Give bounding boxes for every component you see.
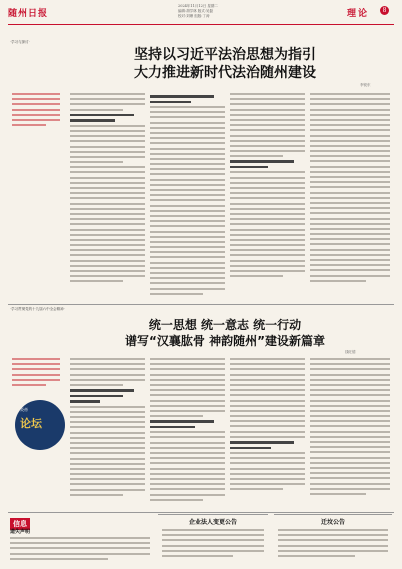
grave-relocation-title: 迁坟公告	[320, 519, 345, 526]
info-block	[10, 528, 150, 564]
article1-headline-line2: 大力推进新时代法治随州建设	[134, 65, 316, 81]
article2-byline: 钱旺德	[345, 350, 356, 354]
article2-headline-line2: 谱写“汉襄肱骨 神韵随州”建设新篇章	[125, 334, 325, 348]
header-meta	[178, 4, 268, 19]
grave-relocation-notice	[274, 514, 392, 565]
lost-notice-title: 遗失声明	[10, 529, 31, 535]
column-label-middle: ·学习贯彻党的十九届六中全会精神·	[10, 307, 65, 311]
article2-headline-line1: 统一思想 统一意志 统一行动	[148, 318, 302, 332]
header-date: 2024年11月12日 星期二	[178, 4, 218, 8]
section-name: 理论	[347, 9, 370, 19]
newspaper-logo: 随州日报	[8, 9, 49, 19]
column-label-top: ·学习与探讨·	[10, 40, 30, 44]
info-label: 信息	[10, 518, 30, 530]
article2-col2	[150, 358, 225, 510]
forum-badge-small-text: 炎帝	[20, 407, 28, 412]
article2-editor-note	[12, 358, 60, 394]
masthead	[0, 0, 402, 24]
article1-headline-line1: 坚持以习近平法治思想为指引	[134, 47, 316, 63]
page-number: 8	[380, 6, 389, 15]
article2-col1	[70, 358, 145, 510]
article1-col3	[230, 93, 305, 303]
bottom-divider	[8, 512, 394, 513]
header-proofreader: 校对:刘珊 组版:丁涛	[178, 14, 210, 18]
forum-badge-title: 论坛	[20, 417, 42, 430]
header-editor: 编辑:胡学林 版式:吴磊	[178, 9, 213, 13]
article1-byline: 李锐东	[360, 83, 371, 87]
company-change-notice	[158, 514, 268, 565]
article2-col4	[310, 358, 390, 510]
article1-col2	[150, 93, 225, 303]
header-divider	[8, 24, 394, 25]
section-divider	[8, 304, 394, 305]
article2-col3	[230, 358, 305, 510]
article1-col1	[70, 93, 145, 303]
article1-col4	[310, 93, 390, 303]
article1-editor-note	[12, 93, 60, 133]
company-change-title: 企业法人变更公告	[188, 519, 237, 526]
